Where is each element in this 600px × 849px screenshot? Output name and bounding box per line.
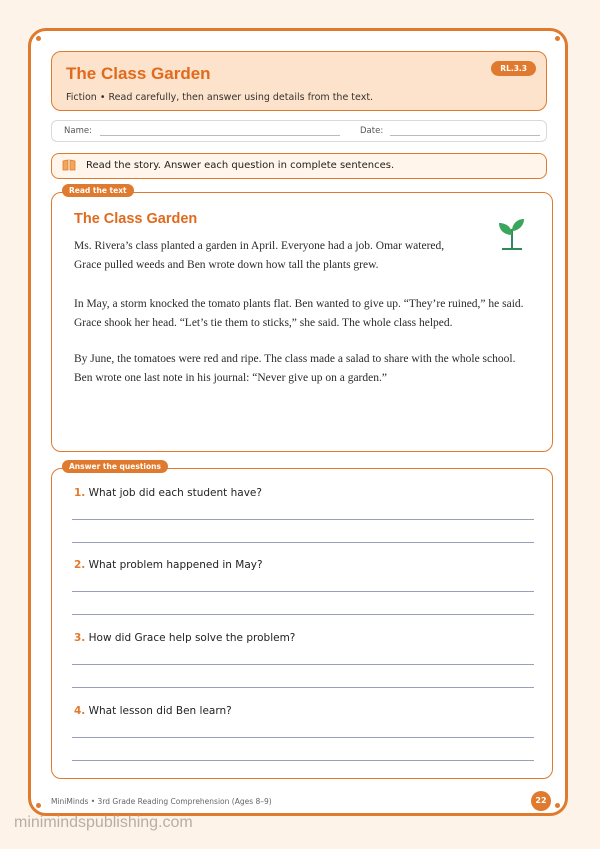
standard-badge: RL.3.3 — [491, 61, 536, 76]
corner-dot — [555, 36, 560, 41]
question-text: What problem happened in May? — [88, 559, 263, 571]
footer-text: MiniMinds • 3rd Grade Reading Comprehension (Ages 8–9) — [51, 797, 272, 806]
answer-line[interactable] — [72, 614, 534, 615]
corner-dot — [555, 803, 560, 808]
question-4 — [74, 705, 232, 717]
answer-line[interactable] — [72, 687, 534, 688]
question-number: 4. — [74, 705, 86, 717]
answer-line[interactable] — [72, 542, 534, 543]
book-icon — [62, 159, 76, 174]
answer-line[interactable] — [72, 519, 534, 520]
name-field[interactable] — [100, 135, 340, 136]
worksheet-page — [28, 28, 568, 816]
instruction-bar — [51, 153, 547, 179]
watermark: minimindspublishing.com — [14, 814, 193, 831]
page-subtitle: Fiction • Read carefully, then answer using details from the text. — [66, 92, 374, 103]
story-paragraph: By June, the tomatoes were red and ripe. The class made a salad to share with the whole school. Ben wrote one last note in his journal: “Never give up on a garden.” — [74, 353, 516, 384]
story-title: The Class Garden — [74, 211, 198, 227]
question-number: 1. — [74, 487, 86, 499]
question-number: 3. — [74, 632, 86, 644]
header-banner — [51, 51, 547, 111]
date-label: Date: — [360, 126, 384, 136]
name-date-bar — [51, 120, 547, 142]
page-title: The Class Garden — [66, 64, 211, 83]
answer-line[interactable] — [72, 760, 534, 761]
questions-box — [51, 462, 553, 779]
page-number: 22 — [531, 791, 551, 811]
reading-box — [51, 186, 553, 452]
story-paragraph: In May, a storm knocked the tomato plants flat. Ben wanted to give up. “They’re ruined,” he said. Grace shook her head. “Let’s tie them to sticks,” she said. The whole class helped. — [74, 298, 524, 329]
answer-line[interactable] — [72, 664, 534, 665]
answer-line[interactable] — [72, 591, 534, 592]
question-text: How did Grace help solve the problem? — [88, 632, 296, 644]
reading-tag: Read the text — [62, 184, 134, 197]
question-2 — [74, 559, 263, 571]
story-paragraph: Ms. Rivera’s class planted a garden in April. Everyone had a job. Omar watered, Grace pulled weeds and Ben wrote down how tall the plants grew. — [74, 240, 445, 271]
question-number: 2. — [74, 559, 86, 571]
name-label: Name: — [64, 126, 92, 136]
question-1 — [74, 487, 262, 499]
questions-tag: Answer the questions — [62, 460, 168, 473]
question-3 — [74, 632, 295, 644]
answer-line[interactable] — [72, 737, 534, 738]
question-text: What lesson did Ben learn? — [88, 705, 232, 717]
date-field[interactable] — [390, 135, 540, 136]
question-text: What job did each student have? — [88, 487, 262, 499]
corner-dot — [36, 36, 41, 41]
plant-icon — [496, 215, 528, 255]
corner-dot — [36, 803, 41, 808]
instruction-text: Read the story. Answer each question in complete sentences. — [86, 160, 395, 171]
